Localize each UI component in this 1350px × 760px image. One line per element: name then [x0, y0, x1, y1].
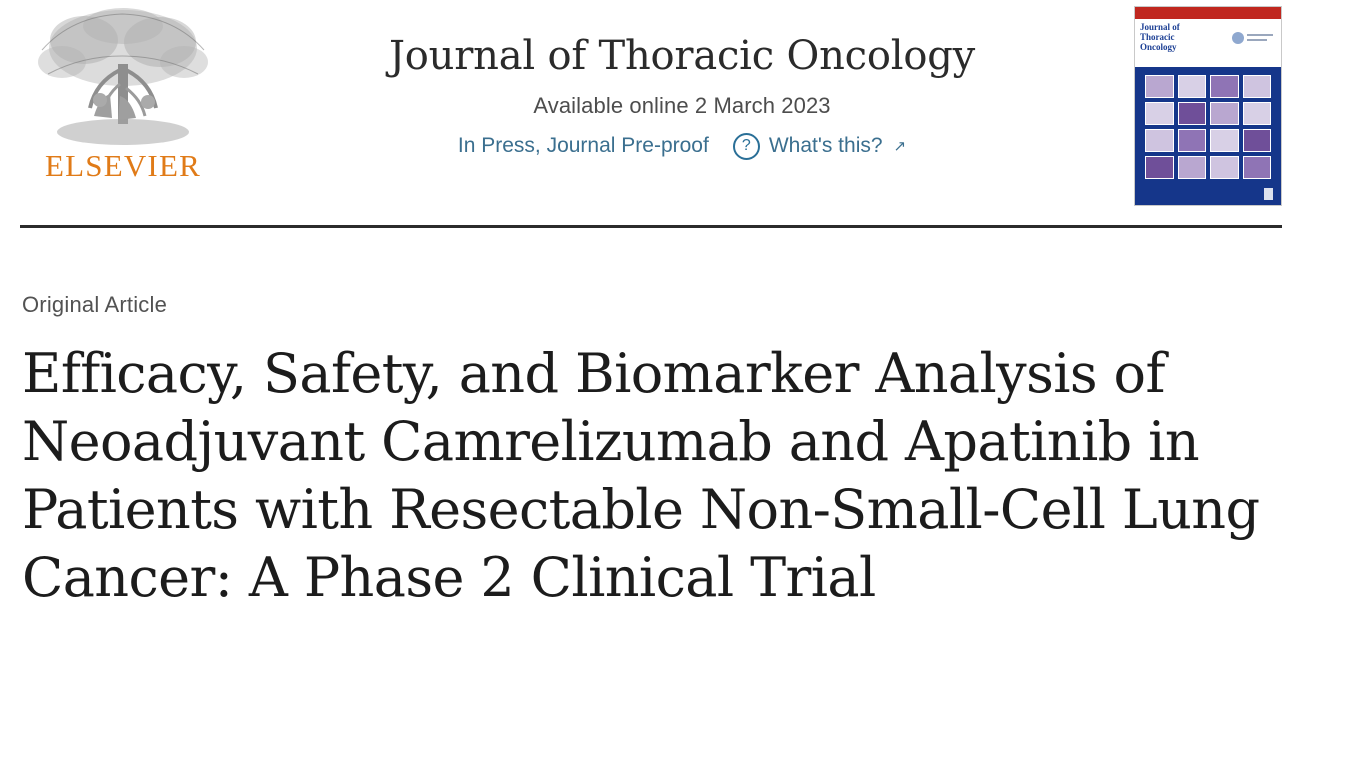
cover-cell — [1145, 156, 1174, 179]
cover-cell — [1145, 129, 1174, 152]
publisher-name: ELSEVIER — [45, 148, 201, 183]
whats-this-label: What's this? — [768, 134, 883, 158]
cover-title-line-2: Thoracic — [1140, 31, 1175, 42]
cover-cell — [1178, 102, 1207, 125]
journal-cover-thumbnail[interactable] — [1134, 6, 1282, 206]
whats-this-link[interactable] — [733, 133, 906, 160]
cover-image-grid — [1145, 75, 1271, 179]
journal-info — [230, 0, 1134, 160]
press-status-label: In Press, Journal Pre-proof — [457, 134, 709, 158]
cover-title-line-1: Journal of — [1140, 22, 1180, 32]
page-title: Efficacy, Safety, and Biomarker Analysis of Neoadjuvant Camrelizumab and Apatinib in Patients with Resectable Non-Small-Cell Lung Cancer: A Phase 2 Clinical Trial — [22, 342, 1260, 610]
article-body — [0, 292, 1350, 612]
cover-cell — [1210, 156, 1239, 179]
journal-header — [0, 0, 1350, 215]
cover-cell — [1145, 102, 1174, 125]
cover-cell — [1210, 75, 1239, 98]
cover-cell — [1243, 129, 1272, 152]
cover-cell — [1178, 156, 1207, 179]
cover-corner-mark — [1264, 188, 1273, 200]
external-link-icon: ↗ — [893, 138, 907, 156]
cover-cell — [1243, 75, 1272, 98]
cover-cell — [1210, 129, 1239, 152]
cover-cell — [1145, 75, 1174, 98]
elsevier-tree-logo-icon — [32, 4, 214, 152]
question-mark-circle-icon: ? — [733, 133, 760, 160]
header-divider — [20, 225, 1282, 228]
article-type-label: Original Article — [22, 292, 168, 317]
publisher-logo[interactable] — [0, 0, 230, 184]
cover-society-logo-icon — [1229, 29, 1275, 47]
cover-cell — [1178, 129, 1207, 152]
press-status-row — [230, 133, 1134, 160]
cover-title-line-3: Oncology — [1140, 41, 1177, 52]
cover-masthead — [1135, 19, 1281, 67]
cover-cell — [1210, 102, 1239, 125]
journal-title: Journal of Thoracic Oncology — [388, 33, 976, 79]
cover-cell — [1178, 75, 1207, 98]
cover-cell — [1243, 102, 1272, 125]
cover-cell — [1243, 156, 1272, 179]
availability-date: Available online 2 March 2023 — [533, 92, 831, 118]
cover-top-bar — [1135, 7, 1281, 19]
cover-artwork — [1135, 67, 1281, 205]
